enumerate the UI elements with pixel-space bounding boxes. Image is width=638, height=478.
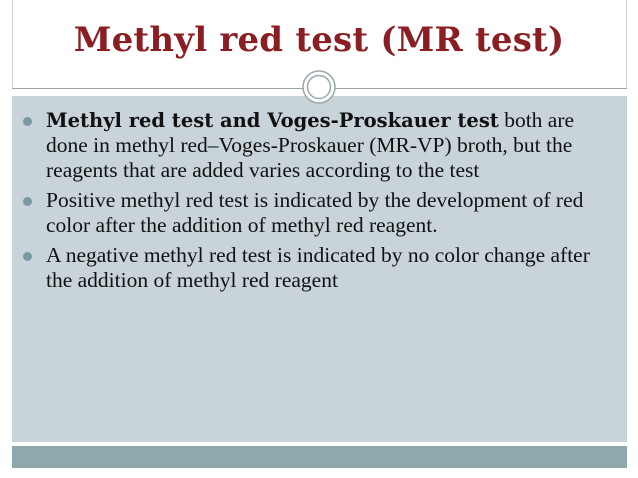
bullet-list bbox=[16, 108, 616, 298]
bullet-text: A negative methyl red test is indicated by no color change after the addition of methyl red reagent bbox=[46, 243, 590, 292]
bullet-text: Positive methyl red test is indicated by the development of red color after the addition of methyl red reagent. bbox=[46, 188, 584, 237]
list-item bbox=[16, 188, 616, 238]
list-item bbox=[16, 108, 616, 183]
frame-left-border bbox=[12, 0, 13, 88]
slide-title: Methyl red test (MR test) bbox=[73, 20, 565, 60]
bullet-dot-icon bbox=[23, 252, 32, 261]
bullet-dot-icon bbox=[23, 197, 32, 206]
double-circle-icon bbox=[302, 70, 336, 104]
bullet-lead-text: Methyl red test and Voges-Proskauer test bbox=[46, 109, 499, 132]
bottom-band bbox=[12, 446, 627, 468]
list-item bbox=[16, 243, 616, 293]
frame-right-border bbox=[626, 0, 627, 88]
bullet-text: both are done in methyl red–Voges-Proskauer (MR-VP) broth, but the reagents that are added varies according to the test bbox=[46, 108, 575, 182]
bullet-dot-icon bbox=[23, 117, 32, 126]
